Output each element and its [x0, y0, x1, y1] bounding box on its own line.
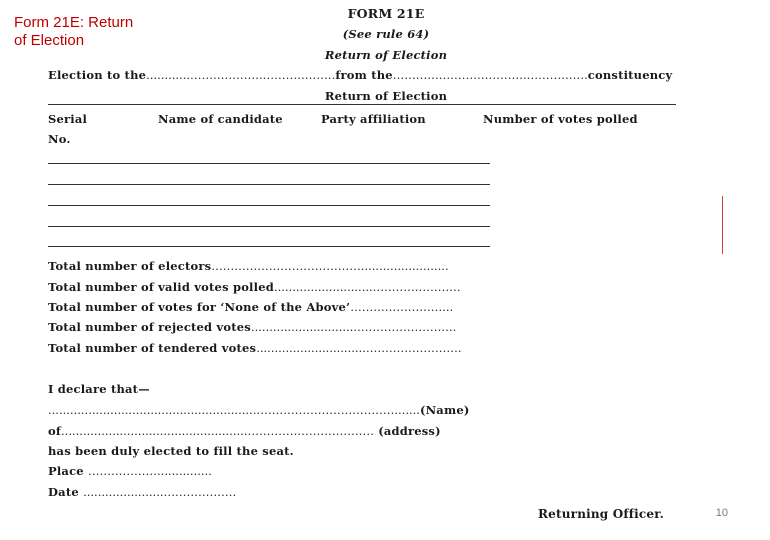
total-dots: ……………………... — [350, 300, 454, 314]
election-dots-1: ............……………….………………. — [146, 68, 336, 82]
total-dots: .............................…………………….. — [250, 320, 457, 334]
total-label: Total number of valid votes polled — [48, 280, 274, 294]
total-rejected-votes — [48, 320, 456, 334]
name-line — [48, 403, 469, 417]
address-line — [48, 424, 441, 438]
address-dots: ...................................................…………………………… — [61, 424, 374, 438]
caption-rule — [48, 104, 676, 105]
total-tendered-votes — [48, 341, 462, 355]
form-21e-document — [48, 0, 728, 540]
date-label: Date — [48, 485, 79, 499]
column-serial: Serial — [48, 112, 88, 126]
total-label: Total number of tendered votes — [48, 341, 257, 355]
declaration-intro: I declare that— — [48, 382, 150, 396]
name-dots: .........................................................………………………………....... — [48, 403, 420, 417]
rule-reference: (See rule 64) — [342, 27, 430, 41]
total-dots: ............................…………………. — [273, 280, 461, 294]
total-dots: …………………………………........................ — [211, 259, 449, 273]
election-line — [48, 68, 672, 82]
form-subtitle: Return of Election — [324, 48, 448, 62]
total-electors — [48, 259, 449, 273]
election-prefix: Election to the — [48, 68, 147, 82]
address-label: (address) — [378, 424, 441, 438]
total-label: Total number of electors — [48, 259, 212, 273]
place-dots: ………………............... — [88, 464, 212, 478]
slide-title-line-2: of Election — [14, 32, 85, 49]
table-caption: Return of Election — [324, 89, 448, 103]
place-label: Place — [48, 464, 84, 478]
page-number: 10 — [715, 507, 728, 519]
slide-title-line-1: Form 21E: Return — [14, 14, 134, 31]
candidate-row-line — [48, 226, 490, 227]
column-serial-no: No. — [48, 132, 71, 146]
total-label: Total number of votes for ‘None of the Above’ — [48, 300, 351, 314]
of-prefix: of — [48, 424, 62, 438]
candidate-row-line — [48, 184, 490, 185]
total-label: Total number of rejected votes — [48, 320, 251, 334]
election-dots-2: …………….……………….……………. — [392, 68, 588, 82]
column-votes-polled: Number of votes polled — [483, 112, 638, 126]
elected-statement: has been duly elected to fill the seat. — [48, 444, 294, 458]
candidate-row-line — [48, 246, 490, 247]
total-dots: ..............................……………………. — [256, 341, 462, 355]
total-nota-votes — [48, 300, 453, 314]
candidate-row-line — [48, 163, 490, 164]
date-dots: ......................………………. — [83, 485, 237, 499]
scan-edge-mark — [722, 196, 723, 254]
form-heading: FORM 21E — [347, 6, 425, 21]
election-suffix: constituency — [587, 68, 673, 82]
candidate-row-line — [48, 205, 490, 206]
place-line — [48, 464, 212, 478]
election-mid: from the — [335, 68, 393, 82]
column-party-affiliation: Party affiliation — [321, 112, 426, 126]
returning-officer-signature: Returning Officer. — [538, 507, 665, 521]
total-valid-votes — [48, 280, 460, 294]
date-line — [48, 485, 236, 499]
name-label: (Name) — [419, 403, 470, 417]
column-candidate-name: Name of candidate — [158, 112, 283, 126]
